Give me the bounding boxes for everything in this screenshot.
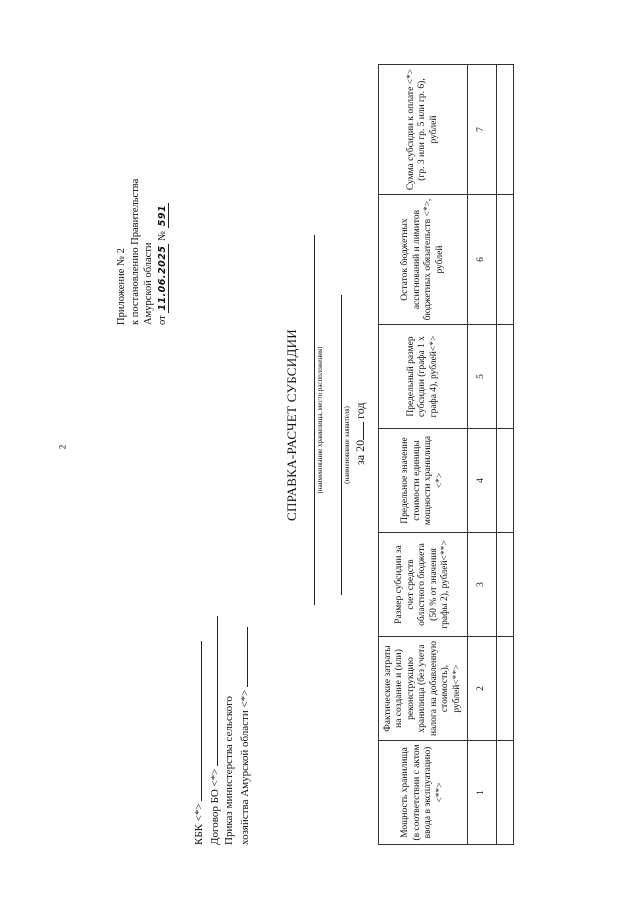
contract-line [206,585,222,845]
header-unit-cost-limit: Предельное значение стоимости единицы мощности хранилища <*> [379,429,468,533]
kbk-blank [190,641,202,801]
appendix-block [115,75,169,325]
empty-cell [497,65,514,195]
empty-cell [497,325,514,429]
period-suffix: год [353,402,367,419]
column-number: 4 [468,429,497,533]
column-number: 1 [468,741,497,845]
period-line [352,403,368,465]
order-label: хозяйства Амурской области <*> [239,689,251,845]
handwritten-number: 591 [156,204,168,227]
contract-label: Договор БО <*> [209,768,221,845]
appendix-line-2: к постановлению Правительства [129,178,141,325]
empty-cell [497,637,514,741]
appendix-line-1: Приложение № 2 [116,248,127,325]
header-subsidy-limit: Предельный размер субсидии (графа 1 x графа 4), рублей<*> [379,325,468,429]
number-prefix: № [156,230,168,241]
meta-block [190,585,252,845]
column-number: 7 [468,65,497,195]
subsidy-table [378,64,514,845]
column-number: 3 [468,533,497,637]
empty-cell [497,533,514,637]
empty-cell [497,741,514,845]
header-regional-subsidy: Размер субсидии за счет средств областного бюджета (50 % от значения графы 2), рублей<**> [379,533,468,637]
contract-blank [206,616,218,766]
order-line-1: Приказ министерства сельского [223,696,235,845]
appendix-line-3: Амурской области [143,242,154,325]
date-prefix: от [156,315,168,325]
empty-cell [497,429,514,533]
table-number-row [468,65,497,845]
applicant-caption: (наименование заявителя) [341,295,351,595]
header-subsidy-to-pay: Сумма субсидии к оплате <*> (гр. 3 или гр. 5 или гр. 6), рублей [379,65,468,195]
header-budget-balance: Остаток бюджетных ассигнований и лимитов бюджетных обязательств <*>, рублей [379,195,468,325]
empty-cell [497,195,514,325]
landscape-page-content [116,65,570,845]
appendix-date-line [156,75,170,325]
column-number: 2 [468,637,497,741]
order-line-2 [236,585,252,845]
order-blank [236,627,248,687]
year-blank [352,422,364,440]
column-number: 6 [468,195,497,325]
storage-caption: (наименование хранилища, место расположения) [314,235,324,605]
column-number: 5 [468,325,497,429]
table-header-row [379,65,468,845]
kbk-line [190,585,206,845]
header-actual-costs: Фактические затраты на создание и (или) реконструкцию хранилища (без учета налога на добавленную стоимость), рублей<**> [379,637,468,741]
table-empty-row [497,65,514,845]
period-prefix: за 20 [353,439,367,465]
document-title: СПРАВКА-РАСЧЕТ СУБСИДИИ [284,329,299,521]
kbk-label: КБК <*> [193,803,205,845]
page-number: 2 [57,444,68,450]
header-capacity: Мощность хранилища (в соответствии с актом ввода в эксплуатацию) <**> [379,741,468,845]
handwritten-date: 11.06.2025 [156,245,168,311]
